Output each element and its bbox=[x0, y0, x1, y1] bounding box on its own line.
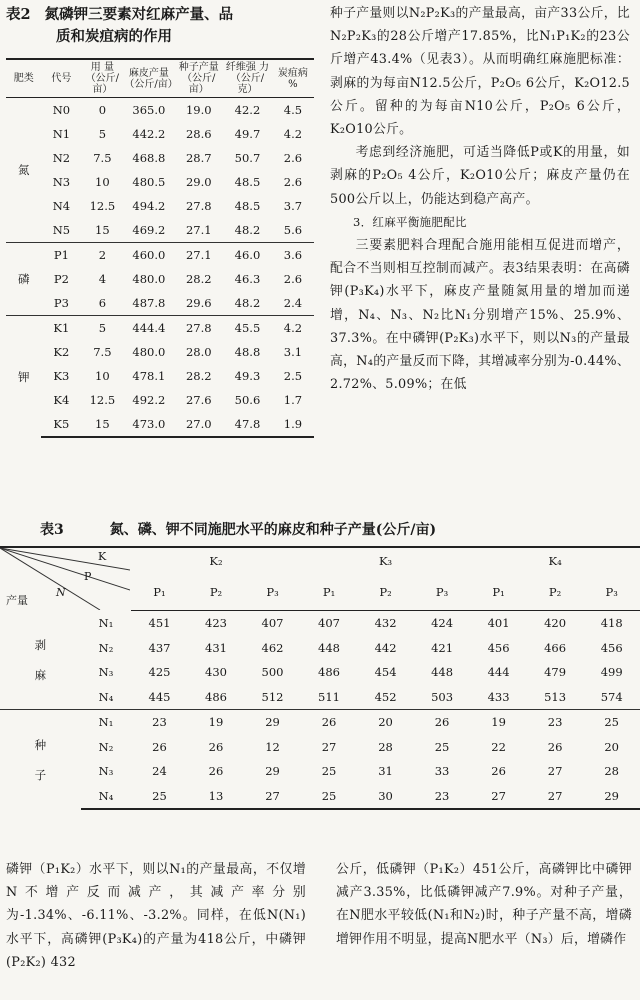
table-cell: 433 bbox=[487, 689, 510, 704]
group-name-char: 子 bbox=[34, 767, 47, 782]
table-cell: 420 bbox=[544, 616, 567, 631]
table3-n-level: N₁ bbox=[81, 710, 131, 735]
table-cell: 423 bbox=[205, 616, 227, 631]
bottom-right-paragraph: 公斤，低磷钾（P₁K₂）451公斤，高磷钾比中磷钾减产3.35%，比低磷钾减产7.9%。对种子产量，在N肥水平较低(N₁和N₂)时，种子产量不高，增磷增钾作用不明显，提高N肥水平（N₃）后，增磷作 bbox=[336, 862, 632, 947]
table-cell: P3 bbox=[53, 296, 69, 310]
table-row bbox=[6, 412, 314, 437]
table-cell: 48.5 bbox=[234, 175, 261, 189]
table-cell: 418 bbox=[600, 616, 623, 631]
table-cell: 50.6 bbox=[234, 393, 261, 407]
table-cell: 19.0 bbox=[185, 103, 212, 117]
table-cell: 25 bbox=[131, 784, 188, 810]
table-cell: 27.1 bbox=[185, 223, 212, 237]
table-cell: 27 bbox=[321, 739, 337, 754]
table-row bbox=[0, 636, 640, 661]
table-cell: 512 bbox=[261, 689, 284, 704]
table-cell: 19 bbox=[188, 710, 245, 735]
table-cell: 574 bbox=[600, 689, 623, 704]
table2-body bbox=[6, 98, 314, 438]
table-cell: 23 bbox=[131, 710, 188, 735]
table2-label: 表2 bbox=[6, 6, 31, 23]
table-cell: P1 bbox=[41, 243, 81, 268]
table-row bbox=[6, 243, 314, 268]
table-cell: 5 bbox=[98, 127, 107, 141]
table-cell: 442 bbox=[374, 640, 397, 655]
table-cell: 4.2 bbox=[272, 316, 314, 341]
table-row bbox=[0, 759, 640, 784]
table3 bbox=[0, 546, 640, 810]
table3-k-level: K₄ bbox=[470, 547, 640, 574]
table-cell: 480.5 bbox=[132, 175, 166, 189]
table2-header-cell: 代号 bbox=[41, 59, 81, 98]
table-cell: 25 bbox=[583, 710, 640, 735]
table-row bbox=[6, 122, 314, 146]
table-cell: 28.2 bbox=[185, 369, 212, 383]
table-cell: 499 bbox=[600, 665, 623, 680]
table-row bbox=[6, 364, 314, 388]
table3-p-level: P₃ bbox=[583, 574, 640, 611]
table-cell: 20 bbox=[604, 739, 619, 754]
table-cell: 28.7 bbox=[185, 151, 212, 165]
table-row bbox=[6, 388, 314, 412]
table3-label: 表3 bbox=[40, 522, 64, 538]
table-row bbox=[6, 146, 314, 170]
table-row bbox=[6, 170, 314, 194]
table-cell: 27.8 bbox=[174, 316, 223, 341]
table3-n-level: N₃ bbox=[98, 665, 114, 680]
table3-header-row bbox=[0, 547, 640, 574]
table-cell: 487.8 bbox=[132, 296, 166, 310]
table-cell: 421 bbox=[431, 640, 454, 655]
table-cell: 20 bbox=[357, 710, 414, 735]
table-cell: N0 bbox=[52, 103, 71, 117]
table-cell: 0 bbox=[98, 103, 107, 117]
table-cell: P2 bbox=[53, 272, 69, 286]
table-cell: 42.2 bbox=[234, 103, 261, 117]
table-row bbox=[6, 340, 314, 364]
table-cell: 26 bbox=[208, 764, 224, 779]
table2-header-cell: 肥类 bbox=[6, 59, 41, 98]
table-row bbox=[0, 710, 640, 735]
table-cell: 478.1 bbox=[132, 369, 166, 383]
table-cell: 365.0 bbox=[132, 103, 166, 117]
table-cell: 25 bbox=[301, 784, 358, 810]
table-cell: K5 bbox=[41, 412, 81, 437]
table3-p-level: P₃ bbox=[244, 574, 301, 611]
table-row bbox=[6, 98, 314, 123]
table-cell: 7.5 bbox=[93, 151, 112, 165]
corner-label-yield: 产量 bbox=[6, 594, 28, 608]
table-cell: 442.2 bbox=[132, 127, 166, 141]
table-row bbox=[6, 218, 314, 243]
paragraph: 考虑到经济施肥，可适当降低P或K的用量，如剥麻的P₂O₅ 4公斤，K₂O10公斤；麻皮产量仍在500公斤以上，仍能达到稳产高产。 bbox=[330, 145, 630, 207]
table-row bbox=[6, 316, 314, 341]
table-cell: 431 bbox=[205, 640, 227, 655]
table-cell: 12 bbox=[265, 739, 280, 754]
table-cell: 25 bbox=[321, 764, 337, 779]
table-cell: 432 bbox=[374, 616, 397, 631]
paragraph: 三要素肥料合理配合施用能相互促进而增产，配合不当则相互控制而减产。表3结果表明：在高磷钾(P₃K₄)水平下，麻皮产量随氮用量的增加而递增，N₄、N₃、N₂比N₁分别增产15%、25.9%、37.3%。在中磷钾(P₂K₃)水平下，则以N₃的产量最高，N₄的产量反而下降，其增减率分别为-0.44%、2.72%、5.09%；在低 bbox=[330, 238, 630, 393]
table-cell: 430 bbox=[205, 665, 227, 680]
table-cell: 444 bbox=[487, 665, 510, 680]
table-cell: 26 bbox=[208, 739, 224, 754]
table-cell: 47.8 bbox=[223, 412, 272, 437]
table-cell: 26 bbox=[152, 739, 167, 754]
table-cell: 33 bbox=[434, 764, 450, 779]
table-cell: 26 bbox=[491, 764, 506, 779]
table-cell: 50.7 bbox=[234, 151, 261, 165]
table-cell: 29 bbox=[265, 764, 280, 779]
table-cell: 448 bbox=[431, 665, 454, 680]
table-cell: 23 bbox=[414, 784, 471, 810]
table-cell: 503 bbox=[431, 689, 454, 704]
table-cell: 48.5 bbox=[234, 199, 261, 213]
table-cell: 28.0 bbox=[185, 345, 212, 359]
table-cell: 48.2 bbox=[234, 223, 261, 237]
table2-group-name: 钾 bbox=[6, 316, 41, 438]
table-cell: 29.6 bbox=[185, 296, 212, 310]
table-cell: K2 bbox=[53, 345, 70, 359]
table-cell: 492.2 bbox=[132, 393, 166, 407]
table2-title bbox=[6, 4, 316, 48]
table-cell: 24 bbox=[152, 764, 167, 779]
table3-p-level: P₂ bbox=[188, 574, 245, 611]
table3-k-level: K₃ bbox=[301, 547, 471, 574]
table-cell: 456 bbox=[600, 640, 623, 655]
table-cell: 460.0 bbox=[123, 243, 174, 268]
bottom-right-text bbox=[336, 858, 632, 951]
table-cell: 445 bbox=[148, 689, 171, 704]
table-row bbox=[0, 611, 640, 636]
table-cell: 479 bbox=[544, 665, 567, 680]
table-cell: 46.0 bbox=[223, 243, 272, 268]
paragraph: 种子产量则以N₂P₂K₃的产量最高，亩产33公斤，比N₂P₂K₃的28公斤增产17.85%，比N₁P₁K₂的23公斤增产43.4%（见表3）。从而明确红麻施肥标准：剥麻的为每亩N12.5公斤，P₂O₅ 6公斤，K₂O12.5公斤。留种的为每亩N10公斤，P₂O₅ 6公斤，K₂O10公斤。 bbox=[330, 6, 630, 138]
table-cell: 480.0 bbox=[132, 272, 166, 286]
table3-p-level: P₁ bbox=[470, 574, 527, 611]
table-cell: N3 bbox=[52, 175, 71, 189]
corner-label-k: K bbox=[98, 550, 107, 564]
table-cell: 469.2 bbox=[132, 223, 166, 237]
table-cell: 28.2 bbox=[185, 272, 212, 286]
table-row bbox=[0, 735, 640, 760]
table-cell: 15 bbox=[95, 223, 110, 237]
table2-group-name: 氮 bbox=[17, 163, 30, 177]
table-cell: 7.5 bbox=[93, 345, 112, 359]
paragraph: 3．红麻平衡施肥配比 bbox=[353, 214, 467, 229]
table3-group-name bbox=[0, 611, 81, 710]
table-cell: 29 bbox=[583, 784, 640, 810]
table-cell: 26 bbox=[301, 710, 358, 735]
table-cell: 23 bbox=[527, 710, 584, 735]
table-cell: 437 bbox=[148, 640, 171, 655]
bottom-left-text bbox=[6, 858, 306, 974]
table-cell: 401 bbox=[487, 616, 510, 631]
table3-p-level: P₁ bbox=[131, 574, 188, 611]
table-cell: 10 bbox=[95, 175, 110, 189]
table-cell: 454 bbox=[374, 665, 397, 680]
table-cell: N5 bbox=[52, 223, 71, 237]
table-cell: 407 bbox=[318, 616, 340, 631]
table-cell: 13 bbox=[188, 784, 245, 810]
table-cell: 2.4 bbox=[283, 296, 303, 310]
table3-corner-cell bbox=[0, 547, 131, 611]
table-cell: 3.7 bbox=[283, 199, 303, 213]
table3-title-text: 氮、磷、钾不同施肥水平的麻皮和种子产量(公斤/亩) bbox=[109, 522, 437, 538]
table-cell: 30 bbox=[357, 784, 414, 810]
table3-k-level: K₂ bbox=[131, 547, 301, 574]
table-cell: 12.5 bbox=[89, 199, 116, 213]
table-row bbox=[6, 194, 314, 218]
table-cell: 26 bbox=[547, 739, 563, 754]
table-cell: 49.7 bbox=[234, 127, 261, 141]
table-cell: 480.0 bbox=[132, 345, 166, 359]
table-cell: 511 bbox=[318, 689, 340, 704]
table3-group-name bbox=[0, 710, 81, 810]
table-cell: 4 bbox=[98, 272, 107, 286]
table-cell: 48.2 bbox=[234, 296, 261, 310]
group-name-char: 剥 bbox=[34, 637, 47, 652]
table-cell: 27.0 bbox=[174, 412, 223, 437]
table-cell: 27.1 bbox=[174, 243, 223, 268]
table-cell: N4 bbox=[52, 199, 71, 213]
table-cell: 27 bbox=[244, 784, 301, 810]
table-row bbox=[0, 660, 640, 685]
table3-n-level: N₁ bbox=[98, 616, 114, 630]
table2-title-line2: 质和炭疽病的作用 bbox=[56, 28, 172, 45]
table-cell: 48.8 bbox=[234, 345, 261, 359]
table3-n-level: N₂ bbox=[98, 739, 114, 754]
table-row bbox=[6, 267, 314, 291]
table-cell: 29.0 bbox=[185, 175, 212, 189]
table-cell: 10 bbox=[95, 369, 110, 383]
table-cell: 19 bbox=[470, 710, 527, 735]
table-cell: 448 bbox=[318, 640, 340, 655]
table-cell: K1 bbox=[41, 316, 81, 341]
table-cell: 2.5 bbox=[283, 369, 303, 383]
table-cell: 31 bbox=[378, 764, 393, 779]
table2-group-name: 磷 bbox=[6, 243, 41, 316]
table-cell: 468.8 bbox=[132, 151, 166, 165]
table2 bbox=[6, 58, 314, 438]
table-cell: 486 bbox=[318, 665, 340, 680]
table-row bbox=[0, 685, 640, 710]
corner-label-p: P bbox=[84, 570, 92, 584]
table-cell: 45.5 bbox=[223, 316, 272, 341]
table3-n-level: N₂ bbox=[98, 640, 114, 655]
table-cell: 5.6 bbox=[283, 223, 303, 237]
table-cell: 462 bbox=[261, 640, 284, 655]
table-row bbox=[0, 784, 640, 810]
table-cell: 2.6 bbox=[283, 175, 303, 189]
table-cell: 28.6 bbox=[185, 127, 212, 141]
table-cell: 28 bbox=[604, 764, 619, 779]
table-cell: 424 bbox=[431, 616, 454, 631]
table-cell: K4 bbox=[53, 393, 70, 407]
table2-header-cell: 纤维强 力（公斤/克） bbox=[223, 59, 272, 98]
table3-p-level: P₂ bbox=[357, 574, 414, 611]
table-cell: 1.7 bbox=[283, 393, 303, 407]
table-cell: 26 bbox=[414, 710, 471, 735]
table3-p-level: P₁ bbox=[301, 574, 358, 611]
table-cell: 494.2 bbox=[132, 199, 166, 213]
table-cell: 444.4 bbox=[123, 316, 174, 341]
table2-header-cell: 炭疽病 % bbox=[272, 59, 314, 98]
table-cell: N1 bbox=[52, 127, 71, 141]
table3-body bbox=[0, 547, 640, 809]
table-cell: 1.9 bbox=[272, 412, 314, 437]
table3-p-level: P₃ bbox=[414, 574, 471, 611]
table2-header-cell: 麻皮产量（公斤/亩） bbox=[123, 59, 174, 98]
right-column-text bbox=[330, 2, 630, 396]
table-cell: 3.1 bbox=[283, 345, 303, 359]
table-cell: 6 bbox=[98, 296, 107, 310]
table-cell: 2.6 bbox=[283, 151, 303, 165]
table-cell: 46.3 bbox=[234, 272, 261, 286]
table-cell: 486 bbox=[205, 689, 227, 704]
group-name-char: 种 bbox=[34, 737, 47, 752]
table3-title bbox=[40, 519, 630, 539]
table-cell: 500 bbox=[261, 665, 284, 680]
table-cell: 22 bbox=[491, 739, 506, 754]
table-cell: 27.8 bbox=[185, 199, 212, 213]
table-cell: 25 bbox=[434, 739, 450, 754]
table-cell: N2 bbox=[52, 151, 71, 165]
table-cell: 407 bbox=[261, 616, 284, 631]
table2-title-line1: 氮磷钾三要素对红麻产量、品 bbox=[44, 6, 234, 23]
table3-corner-diagonal bbox=[0, 548, 130, 610]
table-cell: 466 bbox=[544, 640, 567, 655]
table-cell: 452 bbox=[374, 689, 397, 704]
table3-p-level: P₂ bbox=[527, 574, 584, 611]
table2-header-cell: 种子产量（公斤/亩） bbox=[174, 59, 223, 98]
table-cell: 3.6 bbox=[272, 243, 314, 268]
table-cell: 451 bbox=[148, 616, 171, 631]
table-cell: K3 bbox=[53, 369, 70, 383]
table-cell: 425 bbox=[148, 665, 171, 680]
bottom-left-paragraph: 磷钾（P₁K₂）水平下，则以N₁的产量最高，不仅增N不增产反而减产，其减产率分别为-1.34%、-6.11%、-3.2%。同样，在低N(N₁)水平下，高磷钾(P₃K₄)的产量为418公斤，中磷钾(P₂K₂) 432 bbox=[6, 862, 306, 970]
table-cell: 15 bbox=[81, 412, 123, 437]
table-cell: 473.0 bbox=[123, 412, 174, 437]
table-cell: 4.2 bbox=[283, 127, 303, 141]
table-cell: 27.6 bbox=[185, 393, 212, 407]
table-cell: 28 bbox=[378, 739, 393, 754]
table-cell: 49.3 bbox=[234, 369, 261, 383]
table-cell: 27 bbox=[547, 764, 563, 779]
table-cell: 2 bbox=[81, 243, 123, 268]
table-cell: 2.6 bbox=[283, 272, 303, 286]
table-cell: 4.5 bbox=[283, 103, 303, 117]
table-cell: 513 bbox=[544, 689, 567, 704]
table2-header-cell: 用 量（公斤/亩） bbox=[81, 59, 123, 98]
table-row bbox=[6, 291, 314, 316]
table-cell: 29 bbox=[244, 710, 301, 735]
table-cell: 12.5 bbox=[89, 393, 116, 407]
table3-n-level: N₄ bbox=[81, 784, 131, 810]
table2-header-row bbox=[6, 59, 314, 98]
table-cell: 456 bbox=[487, 640, 510, 655]
corner-label-n: N bbox=[56, 586, 66, 600]
table3-n-level: N₄ bbox=[98, 689, 114, 704]
group-name-char: 麻 bbox=[34, 667, 47, 682]
table-cell: 27 bbox=[527, 784, 584, 810]
table-cell: 5 bbox=[81, 316, 123, 341]
table-cell: 27 bbox=[470, 784, 527, 810]
table3-n-level: N₃ bbox=[98, 764, 114, 779]
